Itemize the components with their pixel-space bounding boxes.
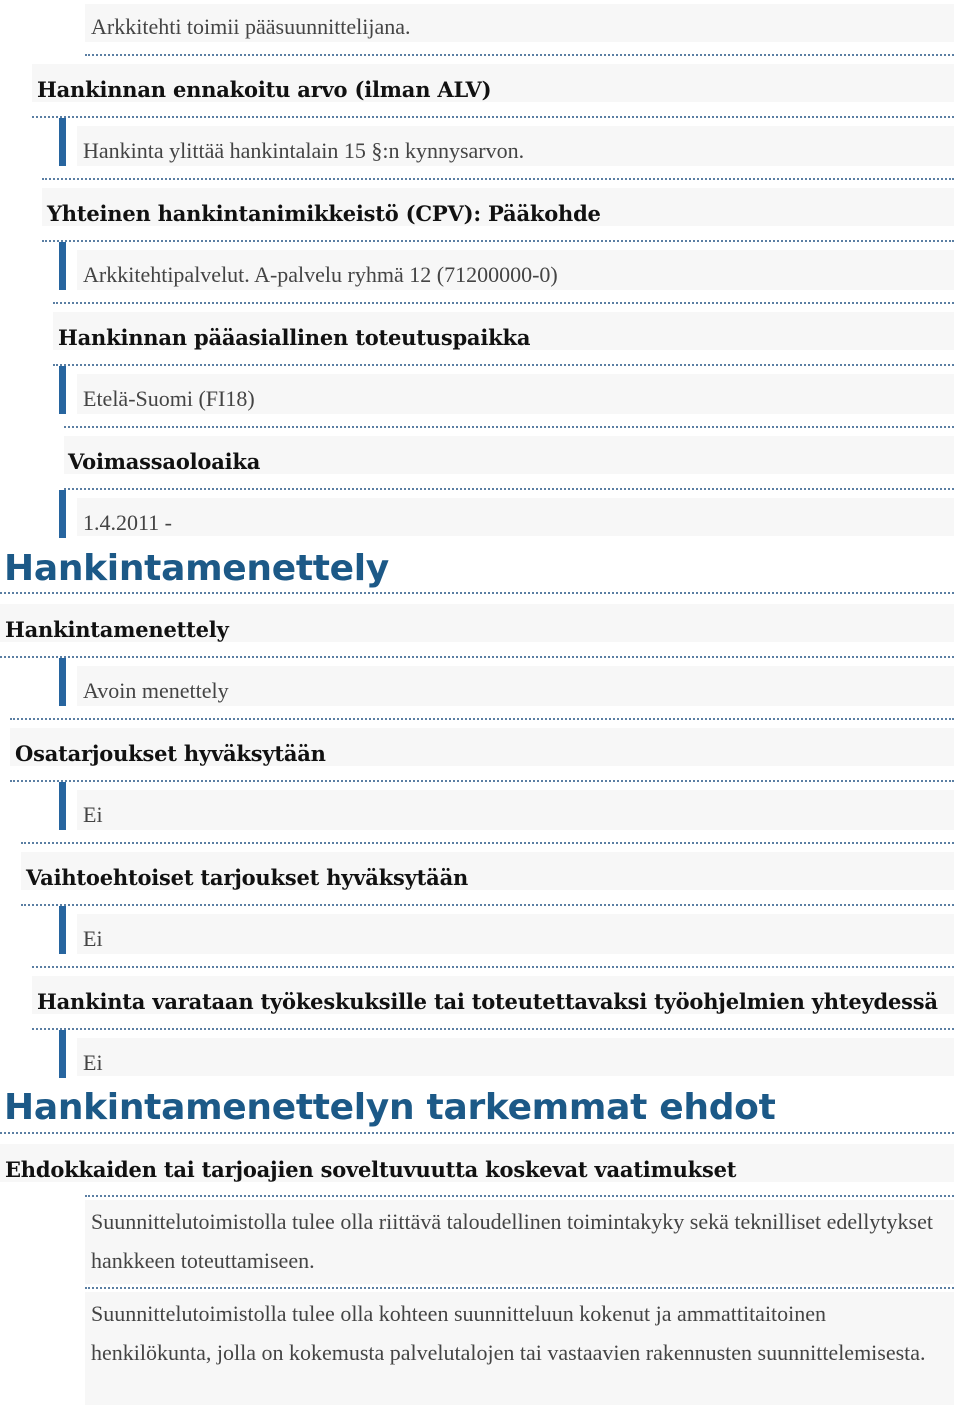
field-value-reserved-contract: Ei xyxy=(83,1050,103,1075)
value-accent-bar xyxy=(59,366,66,414)
divider xyxy=(42,240,954,242)
field-value-partial-tenders: Ei xyxy=(83,802,103,827)
divider xyxy=(32,966,954,968)
divider xyxy=(10,780,954,782)
field-value-row xyxy=(77,914,954,954)
field-value-location: Etelä-Suomi (FI18) xyxy=(83,386,255,411)
field-label-procedure-type: Hankintamenettely xyxy=(5,617,229,642)
field-value-variants: Ei xyxy=(83,926,103,951)
section-heading-procedure: Hankintamenettely xyxy=(4,548,389,589)
requirement-paragraph: Suunnittelutoimistolla tulee olla kohteen suunnitteluun kokenut ja ammattitaitoinen henkilökunta, jolla on kokemusta palvelutalojen tai vastaavien rakennusten suunnittelemisesta. xyxy=(91,1301,926,1365)
requirement-paragraph: Suunnittelutoimistolla tulee olla riittävä taloudellinen toimintakyky sekä teknilliset edellytykset hankkeen toteuttamiseen. xyxy=(91,1209,933,1273)
field-label-partial-tenders: Osatarjoukset hyväksytään xyxy=(15,741,326,766)
field-label-variants: Vaihtoehtoiset tarjoukset hyväksytään xyxy=(26,865,469,890)
field-value-procedure-type: Avoin menettely xyxy=(83,678,229,703)
divider xyxy=(0,592,954,594)
value-accent-bar xyxy=(59,658,66,706)
field-label-reserved-contract: Hankinta varataan työkeskuksille tai toteutettavaksi työohjelmien yhteydessä xyxy=(37,989,938,1014)
divider xyxy=(53,364,954,366)
field-value-estimated-value: Hankinta ylittää hankintalain 15 §:n kynnysarvon. xyxy=(83,138,525,163)
divider xyxy=(21,904,954,906)
field-label-suitability: Ehdokkaiden tai tarjoajien soveltuvuutta koskevat vaatimukset xyxy=(5,1157,737,1182)
divider xyxy=(0,656,954,658)
field-label-location: Hankinnan pääasiallinen toteutuspaikka xyxy=(58,325,531,350)
divider xyxy=(53,302,954,304)
value-accent-bar xyxy=(59,118,66,166)
field-label-validity: Voimassaoloaika xyxy=(68,449,261,474)
divider xyxy=(32,1028,954,1030)
field-value-row xyxy=(77,790,954,830)
field-label-estimated-value: Hankinnan ennakoitu arvo (ilman ALV) xyxy=(37,77,492,102)
field-value-validity: 1.4.2011 - xyxy=(83,510,173,535)
divider xyxy=(0,1132,954,1134)
value-accent-bar xyxy=(59,782,66,830)
field-value-row xyxy=(77,1038,954,1076)
field-value-row xyxy=(77,498,954,536)
field-label-cpv: Yhteinen hankintanimikkeistö (CPV): Pääkohde xyxy=(47,201,601,226)
section-heading-conditions: Hankintamenettelyn tarkemmat ehdot xyxy=(4,1087,776,1128)
divider xyxy=(42,178,954,180)
divider xyxy=(10,718,954,720)
divider xyxy=(32,116,954,118)
divider xyxy=(85,1287,954,1289)
divider xyxy=(64,488,954,490)
divider xyxy=(85,1195,954,1197)
divider xyxy=(21,842,954,844)
field-value-cpv: Arkkitehtipalvelut. A-palvelu ryhmä 12 (71200000-0) xyxy=(83,262,558,287)
value-accent-bar xyxy=(59,490,66,538)
divider xyxy=(85,54,954,56)
value-accent-bar xyxy=(59,242,66,290)
divider xyxy=(64,426,954,428)
value-accent-bar xyxy=(59,1030,66,1078)
value-accent-bar xyxy=(59,906,66,954)
intro-text: Arkkitehti toimii pääsuunnittelijana. xyxy=(91,14,411,39)
